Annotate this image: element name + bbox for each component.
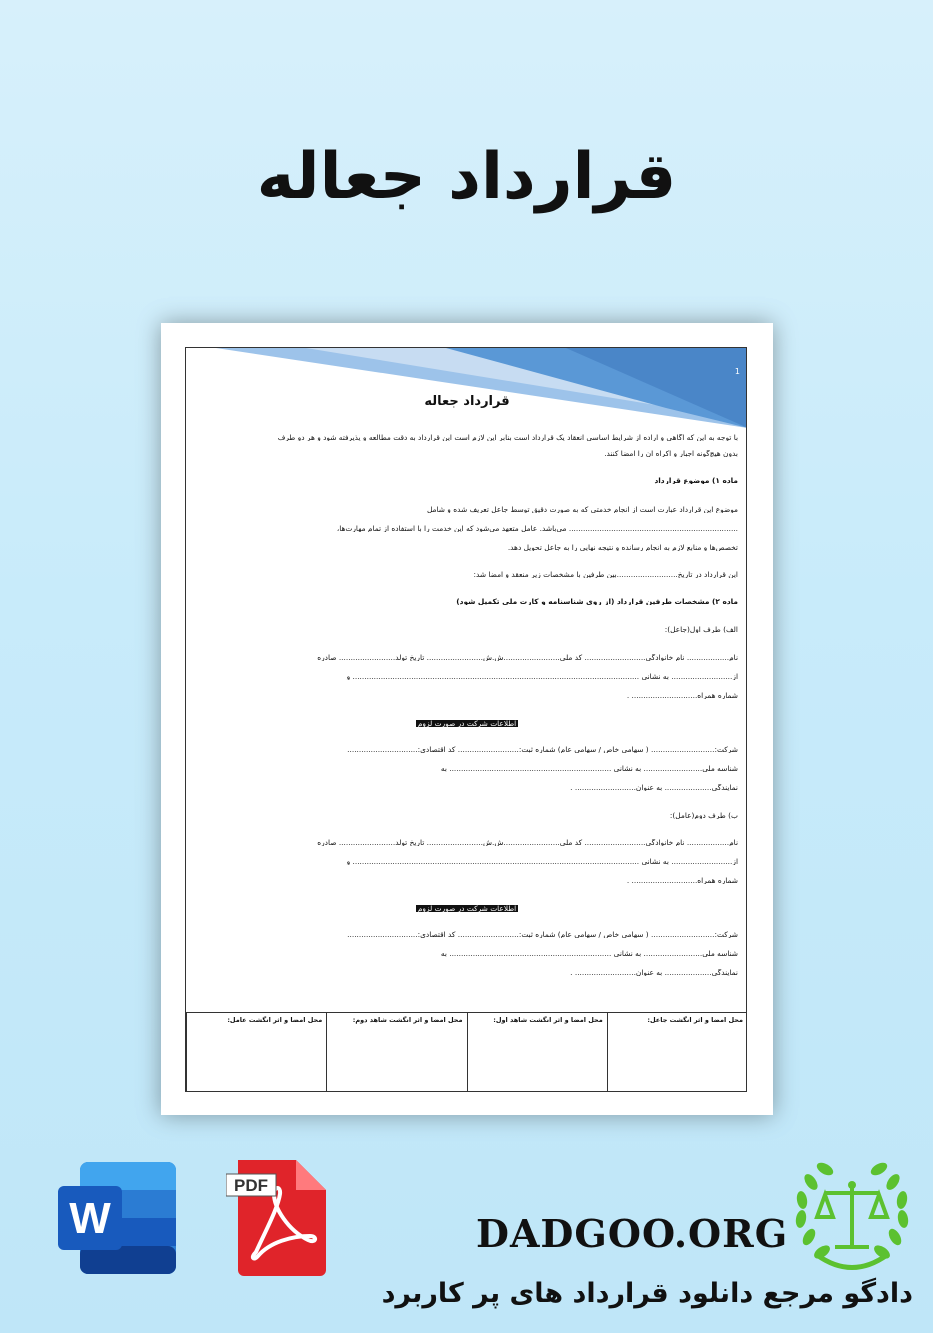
text-line: ........................................................................ می‌باشد. عامل متعهد می‌شود که این خدمت را با استفاده از تمام مهارت‌ها، xyxy=(336,525,738,533)
form-line: نمایندگی.................... به عنوان.......................... . xyxy=(570,969,738,977)
form-line: شناسه ملی......................... به نشانی ..................................................................... به xyxy=(440,950,738,958)
word-icon xyxy=(58,1162,178,1274)
svg-text:PDF: PDF xyxy=(234,1176,268,1195)
form-line: نمایندگی.................... به عنوان.......................... . xyxy=(570,784,738,792)
page-title: قرارداد جعاله xyxy=(256,140,677,214)
document-frame xyxy=(185,347,747,1092)
form-line: نام.................. نام خانوادگی.......................... کد ملی........................ش.ش........................ تاریخ تولد........................ صادره xyxy=(317,839,738,847)
scales-of-justice-logo-icon xyxy=(787,1155,917,1275)
form-line: شرکت:........................... ( سهامی خاص / سهامی عام) شماره ثبت:.......................... کد اقتصادی:.............................. xyxy=(347,746,738,754)
header-banner xyxy=(186,348,747,428)
document-title: قرارداد جعاله xyxy=(424,394,510,409)
pdf-icon xyxy=(226,1160,326,1276)
signature-table xyxy=(186,1012,747,1092)
text-line: این قرارداد در تاریخ..........................بین طرفین با مشخصات زیر منعقد و امضا شد: xyxy=(473,571,738,579)
form-line: نام.................. نام خانوادگی.......................... کد ملی........................ش.ش........................ تاریخ تولد........................ صادره xyxy=(317,654,738,662)
signature-cell-witness-2: محل امضا و اثر انگشت شاهد دوم: xyxy=(327,1013,467,1093)
form-line: شناسه ملی......................... به نشانی ..................................................................... به xyxy=(440,765,738,773)
brand-tagline: دادگو مرجع دانلود قرارداد های پر کاربرد xyxy=(381,1278,913,1309)
signature-cell-jael: محل امضا و اثر انگشت جاعل: xyxy=(607,1013,747,1093)
form-line: شماره همراه............................ . xyxy=(626,692,738,700)
company-info-label: اطلاعات شرکت در صورت لزوم xyxy=(417,720,517,728)
signature-cell-witness-1: محل امضا و اثر انگشت شاهد اول: xyxy=(467,1013,607,1093)
form-line: شماره همراه............................ . xyxy=(626,877,738,885)
text-line: الف) طرف اول(جاعل): xyxy=(664,626,738,634)
company-info-label: اطلاعات شرکت در صورت لزوم xyxy=(417,905,517,913)
text-line: ب) طرف دوم(عامل): xyxy=(669,812,738,820)
text-line: بدون هیچ‌گونه اجبار و اکراه آن را امضا کنند. xyxy=(604,450,738,458)
signature-cell-amel: محل امضا و اثر انگشت عامل: xyxy=(187,1013,327,1093)
section-heading: ماده ۱) موضوع قرارداد xyxy=(654,477,738,485)
svg-text:W: W xyxy=(69,1194,111,1243)
document-preview xyxy=(161,323,773,1115)
form-line: از.......................... به نشانی .......................................................................................................................... و xyxy=(346,673,738,681)
brand-name: DADGOO.ORG xyxy=(476,1211,789,1256)
page-number: 1 xyxy=(734,367,740,376)
text-line: موضوع این قرارداد عبارت است از انجام خدمتی که به صورت دقیق توسط جاعل تعریف شده و شامل xyxy=(426,506,738,514)
text-line: با توجه به این که آگاهی و اراده از شرایط اساسی انعقاد یک قرارداد است بنابر این لازم است این قرارداد به دقت مطالعه و پذیرفته شود و هر دو طرف xyxy=(277,434,738,442)
form-line: شرکت:........................... ( سهامی خاص / سهامی عام) شماره ثبت:.......................... کد اقتصادی:.............................. xyxy=(347,931,738,939)
form-line: از.......................... به نشانی .......................................................................................................................... و xyxy=(346,858,738,866)
text-line: تخصص‌ها و منابع لازم به انجام رسانده و نتیجه نهایی را به جاعل تحویل دهد. xyxy=(507,544,738,552)
section-heading: ماده ۲) مشخصات طرفین قرارداد (از روی شناسنامه و کارت ملی تکمیل شود) xyxy=(456,598,738,606)
